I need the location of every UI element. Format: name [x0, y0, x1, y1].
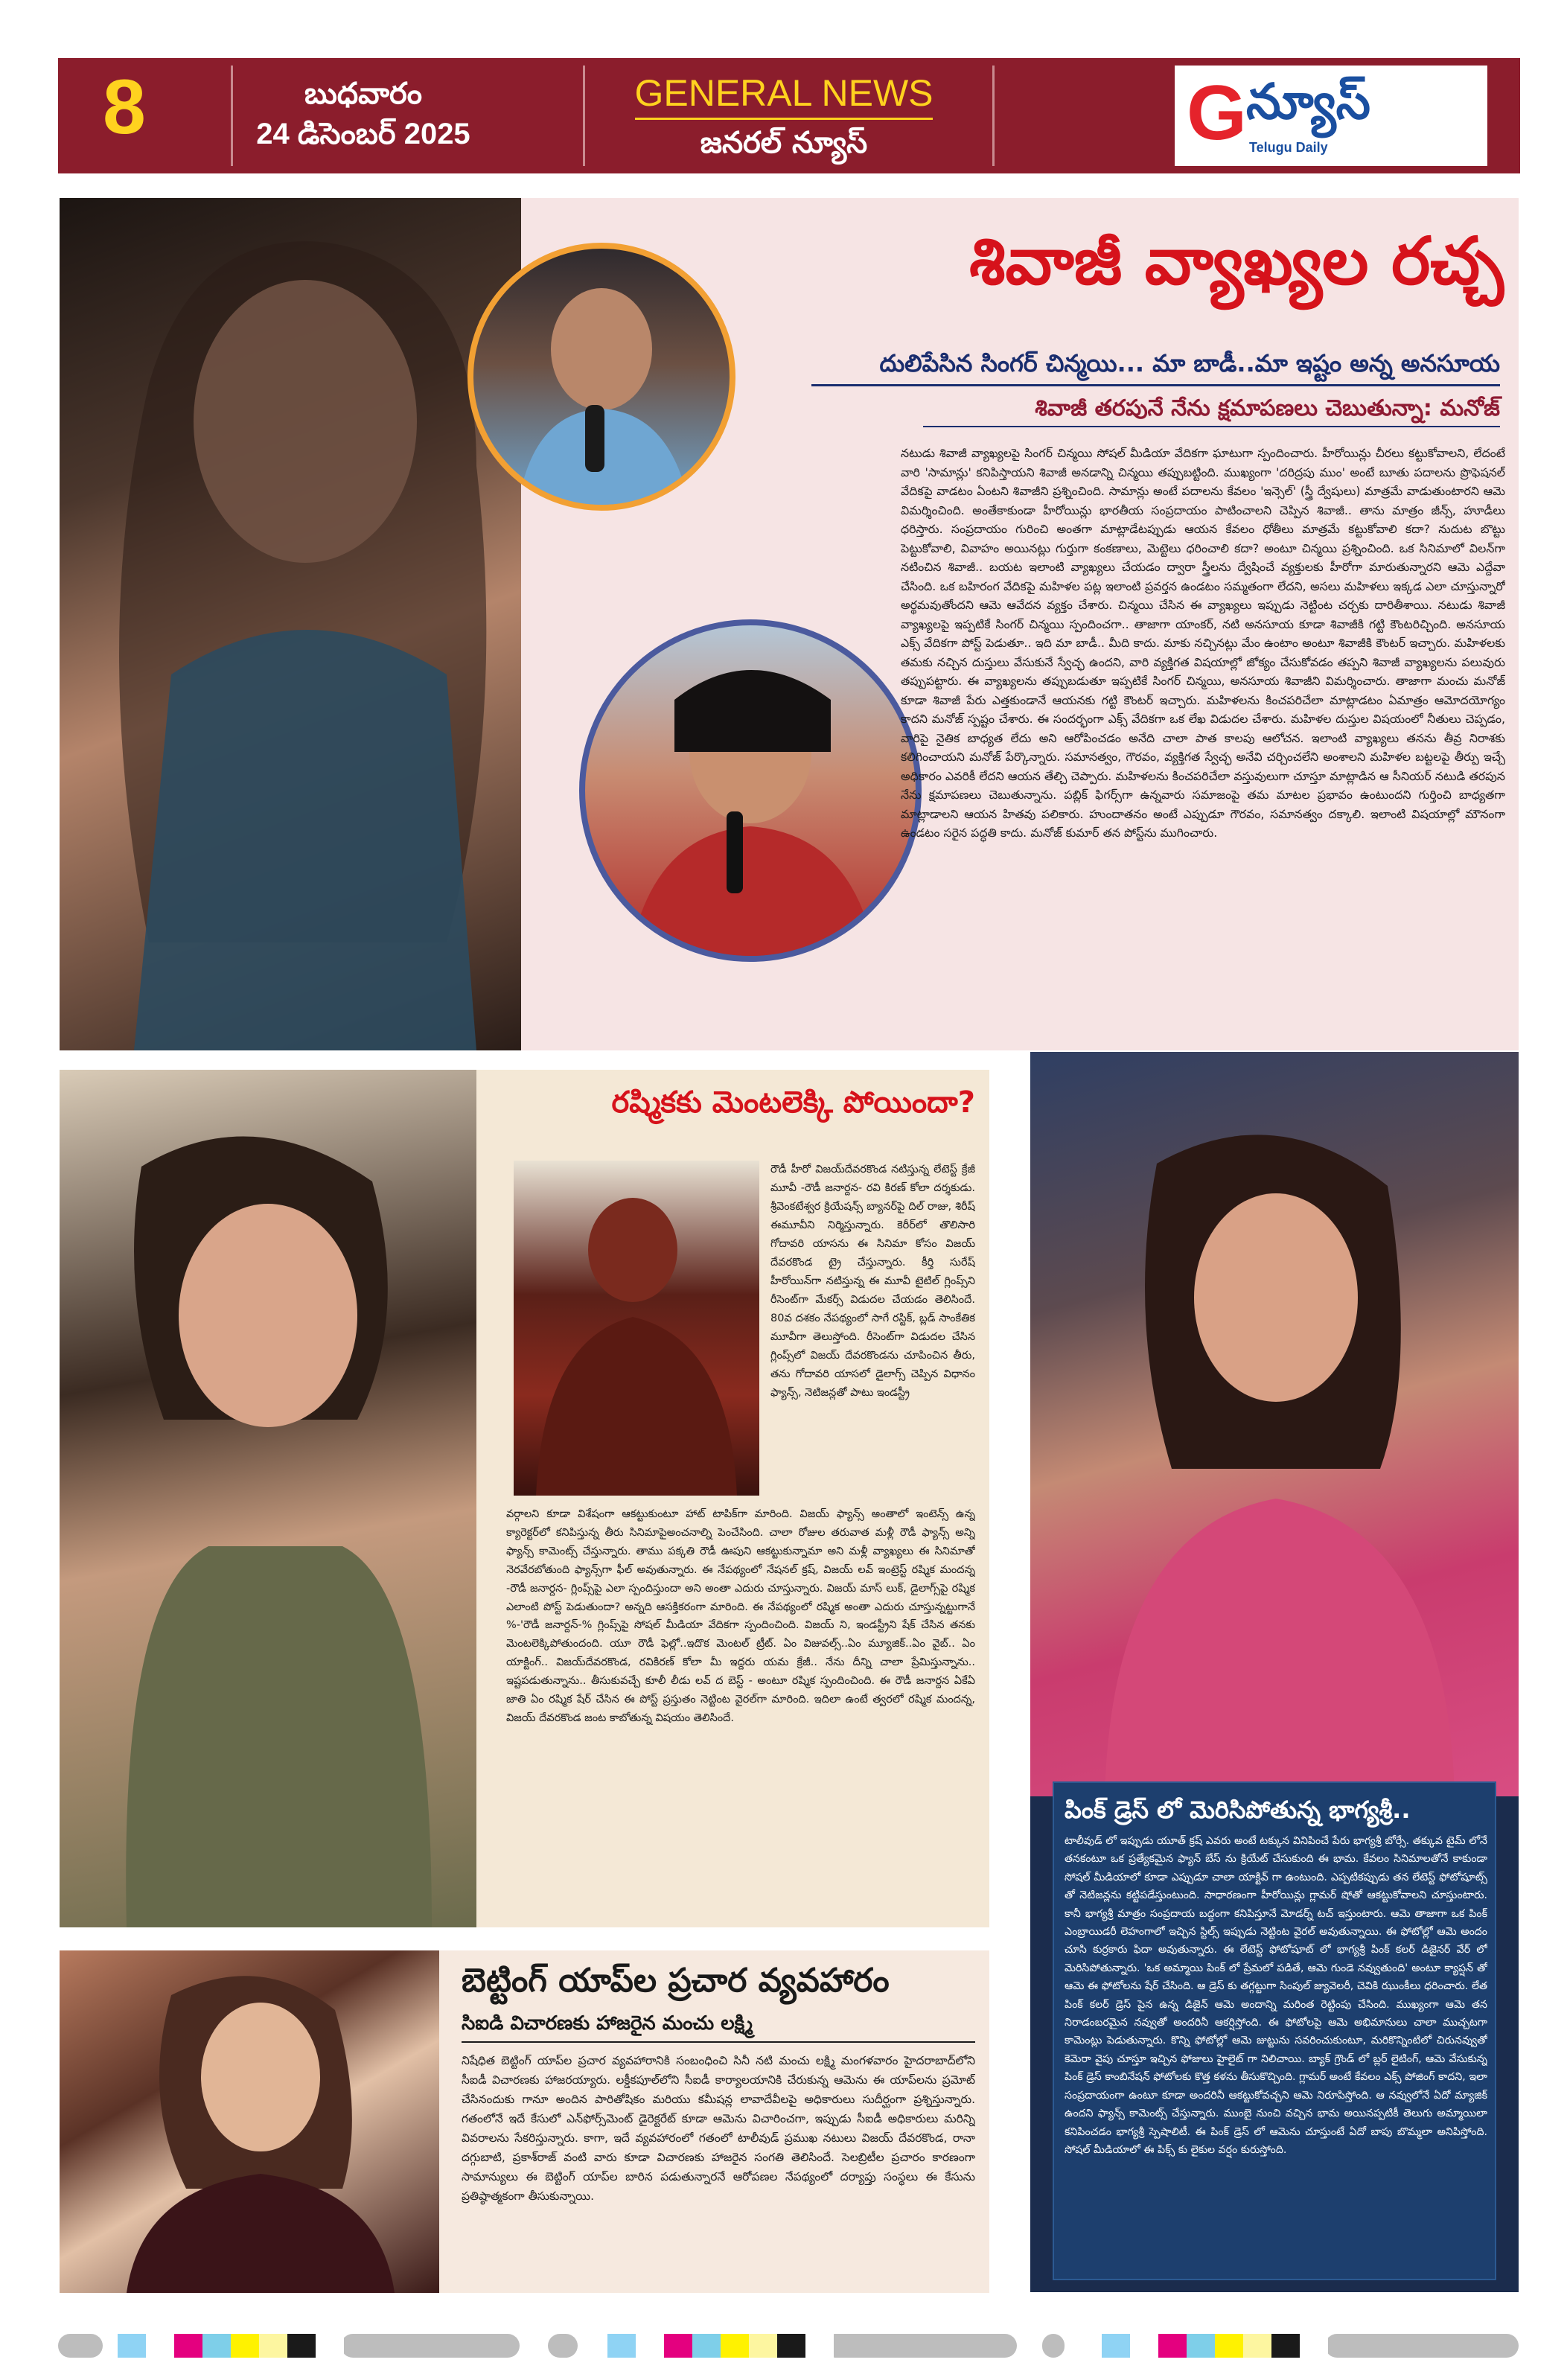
chinmayi-photo [579, 619, 922, 962]
main-second-subheadline: శివాజీ తరపునే నేను క్షమాపణలు చెబుతున్నా: మనోజ్ [1035, 395, 1500, 421]
poster-figure-icon [514, 1161, 759, 1496]
print-registration-bar [58, 2334, 520, 2358]
rashmika-story [60, 1070, 989, 1927]
main-subheadline: దులిపేసిన సింగర్ చిన్మయి... మా బాడీ..మా ఇష్టం అన్న అనసూయ [879, 349, 1500, 377]
masthead-divider [992, 66, 995, 166]
registration-pill [58, 2334, 103, 2358]
registration-swatch [636, 2334, 664, 2358]
portrait-silhouette-icon [585, 625, 916, 956]
logo-wordmark: న్యూస్ [1246, 73, 1370, 130]
print-registration-bar [548, 2334, 1024, 2358]
main-story-body: నటుడు శివాజీ వ్యాఖ్యలపై సింగర్ చిన్మయి సోషల్ మీడియా వేదికగా ఘాటుగా స్పందించారు. హీరోయిన్లు చీరలు కట్టుకోవాలని, లేదంటే వారి 'సామాన్లు' కనిపిస్తాయని శివాజీ అనడాన్ని చిన్మయి తప్పుబట్టింది. ముఖ్యంగా 'దరిద్రపు ముం' అంటే బూతు పదాలను ప్రొఫెషనల్ వేదికపై వాడటం ఏంటని శివాజీని ప్రశ్నించింది. సామాన్లు అంటే పదాలను కేవలం 'ఇన్సెల్' (స్త్రీ ద్వేషులు) మాత్రమే వాడుతుంటారని ఆమె విమర్శించింది. అంతేకాకుండా హీరోయిన్లు భారతీయ సంప్రదాయం పాటించాలని చెప్పిన శివాజీ.. తాను మాత్రం జీన్స్, హూడీలు ధరిస్తారు. సంప్రదాయం గురించి అంతగా మాట్లాడేటప్పుడు ఆయన కేవలం ధోతీలు మాత్రమే కట్టుకోవాలి కదా? నుదుట బొట్టు పెట్టుకోవాలి, వివాహం అయినట్లు గుర్తుగా కంకణాలు, మెట్టెలు ధరించాలి కదా? అంటూ చిన్మయి ప్రశ్నించింది. ఒక సినిమాలో విలన్‌గా నటించిన శివాజీ.. బయట ఇలాంటి వ్యాఖ్యలు చేయడం ద్వారా స్త్రీలను ద్వేషించే వ్యక్తులకు హీరోగా మారుతున్నారని ఆమె ఎద్దేవా చేసింది. ఒక బహిరంగ వేదికపై మహిళల పట్ల ఇలాంటి ప్రవర్తన ఉండటం సమ్మతంగా లేదని, అసలు మహిళలు ఇక్కడ ఎలా చూస్తున్నారో అర్థమవుతోందని ఆమె ఆవేదన వ్యక్తం చేశారు. చిన్మయి చేసిన ఈ వ్యాఖ్యలు ఇప్పుడు నెట్టింట చర్చకు దారితీశాయి. నటుడు శివాజీ వ్యాఖ్యలపై ఇప్పటికే సింగర్ చిన్మయి స్పందించగా.. తాజాగా యాంకర్, నటి అనసూయ కూడా శివాజీకి గట్టి కౌంటరిచ్చింది. అనసూయ ఎక్స్ వేదికగా పోస్ట్ పెడుతూ.. ఇది మా బాడీ.. మీది కాదు. మాకు నచ్చినట్లు మేం ఉంటాం అంటూ శివాజీకి కౌంటర్ ఇచ్చారు. మహిళలకు తమకు నచ్చిన దుస్తులు వేసుకునే స్వేచ్ఛ ఉందని, వారి వ్యక్తిగత విషయాల్లో జోక్యం చేసుకోవడం తప్పని శివాజీ వ్యాఖ్యలను పలువురు తప్పుపట్టారు. ఈ వ్యాఖ్యలను తప్పుబడుతూ ఇప్పటికే సింగర్ చిన్మయి, అనసూయ శివాజీని విమర్శించారు. తాజాగా మంచు మనోజ్ కూడా శివాజీ పేరు ఎత్తకుండానే ఆయనకు గట్టి కౌంటర్ ఇచ్చారు. మహిళలను కించపరిచేలా మాట్లాడటం ఏమాత్రం ఆమోదయోగ్యం కాదని మనోజ్ స్పష్టం చేశారు. ఈ సందర్భంగా ఎక్స్ వేదికగా ఒక లేఖ విడుదల చేశారు. మహిళల దుస్తుల విషయంలో నీతులు చెప్పడం, వారిపై నైతిక బాధ్యత లేదు అని ఆరోపించడం అనేది చాలా పాత కాలపు ఆలోచన. ఇలాంటి వ్యాఖ్యలు తనను తీవ్ర నిరాశకు కలిగించాయని మనోజ్ పేర్కొన్నారు. సమానత్వం, గౌరవం, వ్యక్తిగత స్వేచ్ఛ అనేవి చర్చించలేని అంశాలని మహిళల బట్టలపై తీర్పు ఇచ్చే అధికారం ఎవరికీ లేదని ఆయన తేల్చి చెప్పారు. మహిళలను కించపరిచేలా వస్తువులుగా చూస్తూ మాట్లాడిన ఆ సీనియర్ నటుడి తరపున నేను క్షమాపణలు చెబుతున్నాను. పబ్లిక్ ఫిగర్స్‌గా ఉన్నవారు సమాజంపై తమ మాటల ప్రభావం ఉంటుందని గుర్తించి బాధ్యతగా మాట్లాడాలని ఆయన హితవు పలికారు. హుందాతనం అంటే ఎప్పుడూ గౌరవం, సమానత్వం దక్కాలి. ఇలాంటి విషయాల్లో మౌనంగా ఉండటం సరైన పద్ధతి కాదు. మనోజ్ కుమార్ తన పోస్ట్‌ను ముగించారు. [901, 446, 1505, 840]
registration-swatch [1271, 2334, 1300, 2358]
registration-swatch [202, 2334, 231, 2358]
registration-swatch [749, 2334, 777, 2358]
shivaji-photo [467, 243, 735, 511]
registration-swatch [1215, 2334, 1243, 2358]
rashmika-photo [60, 1070, 476, 1927]
section-title-english: GENERAL NEWS [634, 72, 934, 114]
registration-swatch [721, 2334, 749, 2358]
registration-swatch [607, 2334, 636, 2358]
bhagyashri-headline: పింక్ డ్రెస్ లో మెరిసిపోతున్న భాగ్యశ్రీ.. [1065, 1796, 1411, 1824]
logo-tagline: Telugu Daily [1249, 140, 1328, 155]
lakshmi-headline: బెట్టింగ్ యాప్‌ల ప్రచార వ్యవహారం [462, 1962, 890, 2000]
rashmika-story-column: రౌడీ హీరో విజయ్‌దేవరకొండ నటిస్తున్న లేటెస్ట్ క్రేజీ మూవీ -రౌడీ జనార్దన- రవి కిరణ్ కోలా దర్శకుడు. శ్రీవెంకటేశ్వర క్రియేషన్స్ బ్యానర్‌పై దిల్ రాజు, శిరీష్ ఈమూవీని నిర్మిస్తున్నారు. కెరీర్‌లో తొలిసారి గోదావరి యాసను ఈ సినిమా కోసం విజయ్ దేవరకొండ ట్రై చేస్తున్నారు. కీర్తి సురేష్ హీరోయిన్‌గా నటిస్తున్న ఈ మూవీ టైటిల్ గ్లింప్స్‌ని రీసెంట్‌గా మేకర్స్ విడుదల చేయడం తెలిసిందే. 80వ దశకం నేపథ్యంలో సాగే రస్టిక్, బ్లడ్ సాంకేతిక మూవీగా తెలుస్తోంది. రీసెంట్‌గా విడుదల చేసిన గ్లింప్స్‌లో విజయ్ దేవరకొండను చూపించిన తీరు, తను గోదావరి యాసలో డైలాగ్స్ చెప్పిన విధానం ఫ్యాన్స్, నెటిజన్లతో పాటు ఇండస్ట్రీ [770, 1164, 975, 1399]
bhagyashri-text-card [1053, 1781, 1496, 2280]
registration-pill [823, 2334, 1017, 2358]
registration-pill [548, 2334, 578, 2358]
registration-swatch [231, 2334, 259, 2358]
main-story [60, 198, 1519, 1050]
issue-date: 24 డిసెంబర్ 2025 [256, 118, 470, 150]
section-title-telugu: జనరల్ న్యూస్ [700, 126, 868, 160]
registration-pill [1042, 2334, 1065, 2358]
masthead [58, 58, 1520, 173]
subheadline-rule [923, 426, 1500, 427]
registration-swatch [316, 2334, 344, 2358]
registration-swatch [1300, 2334, 1328, 2358]
subheadline-rule [811, 384, 1500, 386]
registration-swatch [1130, 2334, 1158, 2358]
portrait-silhouette-icon [60, 198, 521, 1050]
bhagyashri-story [1030, 1052, 1519, 2292]
registration-swatch [1102, 2334, 1130, 2358]
registration-swatch [174, 2334, 202, 2358]
portrait-silhouette-icon [473, 249, 730, 505]
registration-swatch [1187, 2334, 1215, 2358]
registration-swatch [1158, 2334, 1187, 2358]
lakshmi-story [60, 1950, 989, 2293]
portrait-silhouette-icon [1030, 1052, 1519, 1796]
rashmika-headline: రష్మికకు మెంటలెక్కి పోయిందా? [611, 1085, 975, 1120]
lakshmi-story-body: నిషేధిత బెట్టింగ్ యాప్‌ల ప్రచార వ్యవహారానికి సంబంధించి సినీ నటి మంచు లక్ష్మి మంగళవారం హైదరాబాద్‌లోని సీఐడీ విచారణకు హాజరయ్యారు. లక్డీకపూల్‌లోని సీఐడీ కార్యాలయానికి చేరుకున్న ఆమెను ఈ యాప్‌లను ప్రమోట్ చేసినందుకు గానూ అందిన పారితోషికం మరియు కమీషన్ల లావాదేవీలపై అధికారులు సుదీర్ఘంగా ప్రశ్నిస్తున్నారు. గతంలోనే ఇదే కేసులో ఎన్‌ఫోర్స్‌మెంట్ డైరెక్టరేట్ కూడా ఆమెను విచారించగా, ఇప్పుడు సీఐడీ అధికారులు మరిన్ని వివరాలను సేకరిస్తున్నారు. కాగా, ఇదే వ్యవహారంలో గతంలో టాలీవుడ్ ప్రముఖ నటులు విజయ్ దేవరకొండ, రానా దగ్గుబాటి, ప్రకాశ్‌రాజ్ వంటి వారు కూడా విచారణకు హాజరైన సంగతి తెలిసిందే. సెలబ్రిటీల ప్రచారం కారణంగా సామాన్యులు ఈ బెట్టింగ్ యాప్‌ల బారిన పడుతున్నారనే ఆరోపణల నేపథ్యంలో దర్యాప్తు సంస్థలు ఈ కేసును ప్రతిష్ఠాత్మకంగా తీసుకున్నాయి. [462, 2054, 975, 2203]
portrait-silhouette-icon [60, 1950, 439, 2293]
page-number: 8 [103, 64, 146, 150]
bhagyashri-photo [1030, 1052, 1519, 1796]
registration-swatch [259, 2334, 287, 2358]
registration-swatch [692, 2334, 721, 2358]
registration-swatch [118, 2334, 146, 2358]
registration-pill [1325, 2334, 1519, 2358]
registration-swatch [287, 2334, 316, 2358]
print-registration-bar [1042, 2334, 1519, 2358]
registration-swatch [805, 2334, 834, 2358]
registration-swatch [777, 2334, 805, 2358]
registration-swatch [1243, 2334, 1271, 2358]
bhagyashri-story-body: టాలీవుడ్ లో ఇప్పుడు యూత్ క్రష్ ఎవరు అంటే టక్కున వినిపించే పేరు భాగ్యశ్రీ బోర్సే. తక్కువ టైమ్ లోనే తనకంటూ ఒక ప్రత్యేకమైన ఫ్యాన్ బేస్ ను క్రియేట్ చేసుకుంది ఈ భామ. కేవలం సినిమాలతోనే కాకుండా సోషల్ మీడియాలో కూడా ఎప్పుడూ చాలా యాక్టివ్ గా ఉంటుంది. ఎప్పటికప్పుడు తన లేటెస్ట్ ఫోటోషూట్స్ తో నెటిజన్లను కట్టిపడేస్తుంటుంది. సాధారణంగా హీరోయిన్లు గ్లామర్ షోతో ఆకట్టుకోవాలని చూస్తుంటారు. కానీ భాగ్యశ్రీ మాత్రం సంప్రదాయ బద్ధంగా కనిపిస్తూనే మోడర్న్ టచ్ ఇస్తుంటారు. ఆమె తాజాగా ఒక పింక్ ఎంబ్రాయిడరీ లెహంగాలో ఇచ్చిన స్టిల్స్ ఇప్పుడు నెట్టింట వైరల్ అవుతున్నాయి. ఈ ఫోటోల్లో ఆమె అందం చూసి కుర్రకారు ఫిదా అవుతున్నారు. ఈ లేటెస్ట్ ఫోటోషూట్ లో భాగ్యశ్రీ పింక్ కలర్ డిజైనర్ వేర్ లో మెరిసిపోతున్నారు. 'ఒక అమ్మాయి పింక్ లో ప్రేమలో పడితే, ఆమె గుండె నవ్వుతుంది' అంటూ క్యాప్షన్ తో ఆమె ఈ ఫోటోలను షేర్ చేసింది. ఆ డ్రెస్ కు తగ్గట్టుగా సింపుల్ జ్యువెలరీ, చెవికి ఝుంకీలు ధరించారు. లేత పింక్ కలర్ డ్రెస్ పైన ఉన్న డిజైన్ ఆమె అందాన్ని మరింత రెట్టింపు చేసింది. ముఖ్యంగా ఆమె తన నిరాడంబరమైన నవ్వుతో అందరినీ ఆకర్షిస్తోంది. ఈ ఫోటోలపై ఆమె అభిమానులు చాలా ముచ్చటగా కామెంట్లు పెడుతున్నారు. కొన్ని ఫోటోల్లో ఆమె జుట్టును సవరించుకుంటూ, మరికొన్నింటిలో చిరునవ్వుతో కెమెరా వైపు చూస్తూ ఇచ్చిన ఫోజులు హైలైట్ గా నిలిచాయి. బ్యాక్ గ్రౌండ్ లో బ్లర్ లైటింగ్, ఆమె వేసుకున్న పింక్ డ్రెస్ కాంబినేషన్ ఫోటోలకు కొత్త కళను తీసుకొచ్చింది. గ్లామర్ అంటే కేవలం ఎక్స్ పోజింగ్ కాదని, ఇలా సంప్రదాయంగా ఉంటూ కూడా అందరినీ ఆకట్టుకోవచ్చని ఆమె నిరూపిస్తోంది. ఆ నవ్వులోనే ఏదో మ్యాజిక్ ఉందని ఫ్యాన్స్ కామెంట్స్ చేస్తున్నారు. ముంబై నుంచి వచ్చిన భామ అయినప్పటికీ తెలుగు అమ్మాయిలా కనిపించడం భాగ్యశ్రీ స్పెషాలిటీ. ఈ పింక్ డ్రెస్ లో ఆమెను చూస్తుంటే ఏదో బాపు బొమ్మలా అనిపిస్తోంది. సోషల్ మీడియాలో ఈ పిక్స్ కు లైకుల వర్షం కురుస్తోంది. [1065, 1835, 1487, 2156]
portrait-silhouette-icon [60, 1070, 476, 1927]
registration-pill [341, 2334, 520, 2358]
section-underline [635, 118, 933, 120]
main-headline: శివాజీ వ్యాఖ్యల రచ్చ [969, 223, 1504, 299]
manchu-lakshmi-photo [60, 1950, 439, 2293]
lakshmi-subheadline: సిఐడి విచారణకు హాజరైన మంచు లక్ష్మి [462, 2012, 753, 2035]
logo-g-icon: G [1187, 70, 1247, 156]
registration-swatch [146, 2334, 174, 2358]
rowdy-janardhan-still [514, 1161, 759, 1496]
registration-swatch [664, 2334, 692, 2358]
masthead-divider [231, 66, 233, 166]
rashmika-story-body: వర్గాలని కూడా విశేషంగా ఆకట్టుకుంటూ హాట్ టాపిక్‌గా మారింది. విజయ్ ఫ్యాన్స్ అంతా‌లో ఇంటెన్స్ ఉన్న క్యారెక్టర్‌లో కనిపిస్తున్న తీరు సినిమాపైఅంచనాల్ని పెంచేసింది. చాలా రోజుల తరువాత మళ్లీ రౌడీ ఫ్యాన్స్ అన్ని ఫ్యాన్స్ కామెంట్స్ చేస్తున్నారు. తాము పక్కతి రౌడీ ఊపుని ఆకట్టుకున్నామా అని మళ్లీ వ్యాఖ్యలు ఈ సినిమాతో నెరవేరబోతుంది ఫ్యాన్స్‌గా ఫీల్ అవుతున్నారు. ఈ నేపథ్యంలో నేషనల్ క్రష్, విజయ్ లవ్ ఇంట్రెస్ట్ రష్మిక మందన్న -రౌడీ జనార్దన- గ్లింప్స్‌పై ఎలా స్పందిస్తుందా అని అంతా ఎదురు చూస్తున్నారు. విజయ్ మాస్ లుక్, డైలాగ్స్‌పై రష్మిక ఎలాంటి పోస్ట్ పెడుతుందా? అన్నది ఆసక్తికరంగా మారింది. ఈ నేపథ్యంలో రష్మిక అంతా ఎదురు చూస్తున్నట్టుగానే %-'రౌడీ జనార్దన్-% గ్లింప్స్‌పై సోషల్ మీడియా వేదికగా స్పందించింది. విజయ్ ని, ఇండస్ట్రీని షేక్ చేసిన తనకు మెంటలెక్కిపోతుందంది. యూ రౌడీ ఫెల్లో..ఇదొక మెంటల్ ట్రీట్. ఏం విజువల్స్..ఏం మ్యూజిక్..ఏం వైబ్.. ఏం యాక్టింగ్.. విజయ్‌దేవరకొండ, రవికిరణ్ కోలా మీ ఇద్దరు యమ క్రేజీ.. నేను దీన్ని చాలా ప్రేమిస్తున్నాను.. ఇష్టపడుతున్నాను.. తీసుకువచ్చే కూలీ లీడు లవ్ ద బెస్ట్ - అంటూ రష్మిక స్పందించింది. ఈ రౌడీ జనార్దన ఏకేఏ జాతి ఏం రష్మిక షేర్ చేసిన ఈ పోస్ట్ ప్రస్తుతం నెట్టింట వైరల్‌గా మారింది. ఇదిలా ఉంటే త్వరలో రష్మిక మందన్న, విజయ్ దేవరకొండ జంట కాబోతున్న విషయం తెలిసిందే. [506, 1508, 975, 1724]
issue-day: బుధవారం [304, 77, 422, 110]
subheadline-rule [462, 2041, 975, 2043]
newspaper-logo[interactable] [1175, 66, 1487, 166]
anasuya-photo [60, 198, 521, 1050]
issue-date-block [252, 74, 475, 155]
